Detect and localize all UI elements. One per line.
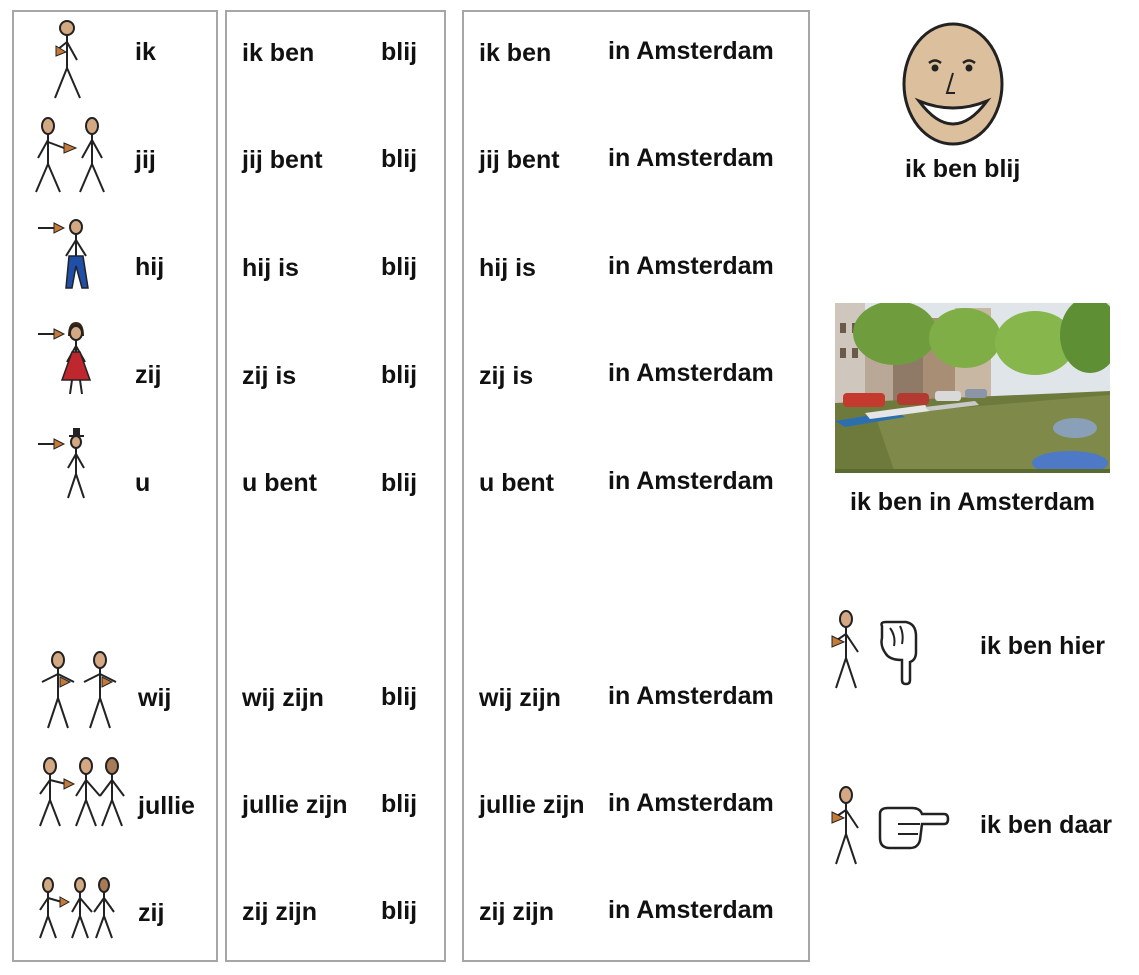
verb-phrase: hij is xyxy=(242,254,299,282)
pronoun-label: u xyxy=(135,469,151,497)
pronoun-label: zij xyxy=(138,899,165,927)
pronoun-label: wij xyxy=(138,684,172,712)
verb-phrase: hij is xyxy=(479,254,536,282)
happy-caption: ik ben blij xyxy=(905,155,1021,183)
location-label: in Amsterdam xyxy=(608,359,774,387)
verb-phrase: jij bent xyxy=(479,146,560,174)
two-people-icon xyxy=(36,650,126,730)
person-pointing-self-icon xyxy=(42,18,92,100)
verb-phrase: ik ben xyxy=(479,39,552,67)
adjective-label: blij xyxy=(381,38,418,66)
man-with-hat-icon xyxy=(36,428,96,500)
amsterdam-caption: ik ben in Amsterdam xyxy=(850,488,1095,516)
group-pointing-icon xyxy=(34,756,130,828)
adjective-label: blij xyxy=(381,361,418,389)
man-icon xyxy=(36,218,96,290)
hier-caption: ik ben hier xyxy=(980,632,1106,660)
verb-phrase: u bent xyxy=(242,469,317,497)
adjective-label: blij xyxy=(381,683,418,711)
adjective-label: blij xyxy=(381,469,418,497)
daar-caption: ik ben daar xyxy=(980,811,1112,839)
verb-phrase: wij zijn xyxy=(479,684,561,712)
location-label: in Amsterdam xyxy=(608,467,774,495)
person-pointing-self-icon xyxy=(824,786,868,866)
pronoun-label: zij xyxy=(135,361,162,389)
verb-phrase: jullie zijn xyxy=(242,791,348,819)
adjective-label: blij xyxy=(381,145,418,173)
location-label: in Amsterdam xyxy=(608,896,774,924)
group-of-three-icon xyxy=(34,876,120,940)
amsterdam-canal-photo xyxy=(835,303,1110,473)
location-label: in Amsterdam xyxy=(608,144,774,172)
person-pointing-at-other-icon xyxy=(30,116,114,196)
pronoun-label: hij xyxy=(135,253,165,281)
location-label: in Amsterdam xyxy=(608,682,774,710)
verb-phrase: zij is xyxy=(242,362,297,390)
hand-pointing-down-icon xyxy=(876,620,920,684)
verb-phrase: ik ben xyxy=(242,39,315,67)
adjective-label: blij xyxy=(381,790,418,818)
verb-phrase: zij zijn xyxy=(479,898,554,926)
pronoun-label: ik xyxy=(135,38,156,66)
verb-phrase: zij is xyxy=(479,362,534,390)
woman-icon xyxy=(36,322,96,396)
adjective-label: blij xyxy=(381,253,418,281)
verb-phrase: jij bent xyxy=(242,146,323,174)
adjective-label: blij xyxy=(381,897,418,925)
location-label: in Amsterdam xyxy=(608,37,774,65)
verb-phrase: wij zijn xyxy=(242,684,324,712)
verb-phrase: jullie zijn xyxy=(479,791,585,819)
hand-pointing-right-icon xyxy=(876,804,950,850)
location-label: in Amsterdam xyxy=(608,789,774,817)
person-pointing-self-icon xyxy=(824,610,868,690)
location-label: in Amsterdam xyxy=(608,252,774,280)
pronoun-label: jullie xyxy=(138,792,195,820)
happy-face-icon xyxy=(901,21,1005,147)
verb-phrase: zij zijn xyxy=(242,898,317,926)
verb-phrase: u bent xyxy=(479,469,554,497)
pronoun-label: jij xyxy=(135,146,156,174)
